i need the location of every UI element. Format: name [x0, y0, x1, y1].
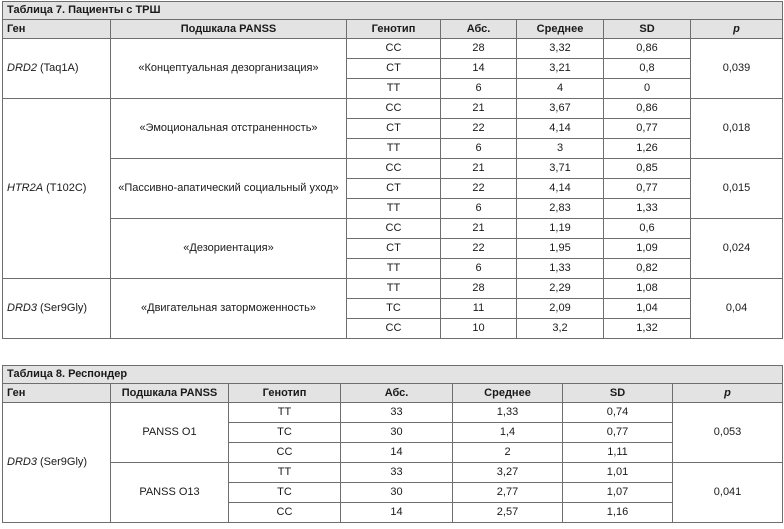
table-title: Таблица 8. Респондер — [3, 366, 783, 384]
sd-cell: 0,85 — [604, 159, 691, 179]
p-value-cell: 0,015 — [691, 159, 783, 219]
table-8-grid — [2, 365, 783, 523]
genotype-cell: CT — [347, 179, 441, 199]
gene-variant: (T102C) — [43, 182, 87, 194]
column-header-mean: Среднее — [517, 20, 604, 39]
p-value-cell: 0,04 — [691, 279, 783, 339]
mean-cell: 3,2 — [517, 319, 604, 339]
abs-cell: 22 — [441, 119, 517, 139]
mean-cell: 1,33 — [453, 403, 563, 423]
sd-cell: 1,32 — [604, 319, 691, 339]
genotype-cell: TT — [347, 199, 441, 219]
gene-cell — [3, 403, 111, 523]
sd-cell: 0,86 — [604, 39, 691, 59]
subscale-cell: «Дезориентация» — [111, 219, 347, 279]
table-7 — [2, 1, 782, 339]
mean-cell: 1,4 — [453, 423, 563, 443]
mean-cell: 3,71 — [517, 159, 604, 179]
column-header-sd: SD — [604, 20, 691, 39]
abs-cell: 6 — [441, 259, 517, 279]
abs-cell: 33 — [341, 463, 453, 483]
mean-cell: 1,19 — [517, 219, 604, 239]
sd-cell: 0,6 — [604, 219, 691, 239]
genotype-cell: TT — [347, 139, 441, 159]
sd-cell: 1,26 — [604, 139, 691, 159]
table-row — [3, 279, 783, 299]
gene-name: HTR2A — [7, 182, 44, 194]
abs-cell: 6 — [441, 79, 517, 99]
sd-cell: 1,01 — [563, 463, 673, 483]
sd-cell: 0,77 — [563, 423, 673, 443]
subscale-cell: «Пассивно-апатический социальный уход» — [111, 159, 347, 219]
mean-cell: 3,27 — [453, 463, 563, 483]
gene-cell — [3, 279, 111, 339]
subscale-cell: PANSS O1 — [111, 403, 229, 463]
mean-cell: 3 — [517, 139, 604, 159]
header-row — [3, 20, 783, 39]
sd-cell: 0 — [604, 79, 691, 99]
gene-variant: (Ser9Gly) — [36, 302, 88, 314]
abs-cell: 22 — [441, 239, 517, 259]
sd-cell: 1,33 — [604, 199, 691, 219]
sd-cell: 1,08 — [604, 279, 691, 299]
abs-cell: 10 — [441, 319, 517, 339]
mean-cell: 2 — [453, 443, 563, 463]
table-row — [3, 39, 783, 59]
mean-cell: 4 — [517, 79, 604, 99]
mean-cell: 3,21 — [517, 59, 604, 79]
subscale-cell: «Концептуальная дезорганизация» — [111, 39, 347, 99]
genotype-cell: CC — [347, 39, 441, 59]
gene-cell — [3, 99, 111, 279]
mean-cell: 4,14 — [517, 179, 604, 199]
genotype-cell: TC — [229, 423, 341, 443]
table-8 — [2, 365, 782, 523]
genotype-cell: CC — [347, 99, 441, 119]
abs-cell: 30 — [341, 423, 453, 443]
gene-name: DRD3 — [7, 302, 37, 314]
genotype-cell: CC — [229, 503, 341, 523]
genotype-cell: TT — [229, 463, 341, 483]
column-header-genotype: Генотип — [347, 20, 441, 39]
genotype-cell: TT — [229, 403, 341, 423]
genotype-cell: CC — [347, 159, 441, 179]
table-row — [3, 159, 783, 179]
column-header-p: p — [673, 384, 783, 403]
abs-cell: 6 — [441, 199, 517, 219]
column-header-gene: Ген — [3, 384, 111, 403]
mean-cell: 1,33 — [517, 259, 604, 279]
genotype-cell: TC — [347, 299, 441, 319]
abs-cell: 33 — [341, 403, 453, 423]
column-header-p: p — [691, 20, 783, 39]
genotype-cell: CT — [347, 59, 441, 79]
genotype-cell: CT — [347, 119, 441, 139]
p-value-cell: 0,018 — [691, 99, 783, 159]
table-title-row — [3, 366, 783, 384]
genotype-cell: TT — [347, 79, 441, 99]
genotype-cell: CC — [229, 443, 341, 463]
abs-cell: 14 — [341, 443, 453, 463]
column-header-subscale: Подшкала PANSS — [111, 20, 347, 39]
abs-cell: 21 — [441, 99, 517, 119]
mean-cell: 3,32 — [517, 39, 604, 59]
mean-cell: 2,29 — [517, 279, 604, 299]
table-row — [3, 99, 783, 119]
table-row — [3, 219, 783, 239]
sd-cell: 1,11 — [563, 443, 673, 463]
mean-cell: 4,14 — [517, 119, 604, 139]
sd-cell: 0,8 — [604, 59, 691, 79]
column-header-abs: Абс. — [341, 384, 453, 403]
table-title-row — [3, 2, 783, 20]
genotype-cell: CC — [347, 319, 441, 339]
sd-cell: 1,09 — [604, 239, 691, 259]
subscale-cell: «Двигательная заторможенность» — [111, 279, 347, 339]
p-value-cell: 0,053 — [673, 403, 783, 463]
sd-cell: 1,16 — [563, 503, 673, 523]
table-row — [3, 463, 783, 483]
sd-cell: 0,82 — [604, 259, 691, 279]
column-header-subscale: Подшкала PANSS — [111, 384, 229, 403]
abs-cell: 28 — [441, 39, 517, 59]
table-title: Таблица 7. Пациенты с ТРШ — [3, 2, 783, 20]
sd-cell: 1,07 — [563, 483, 673, 503]
mean-cell: 2,83 — [517, 199, 604, 219]
mean-cell: 2,77 — [453, 483, 563, 503]
column-header-mean: Среднее — [453, 384, 563, 403]
gene-variant: (Ser9Gly) — [36, 456, 88, 468]
abs-cell: 14 — [341, 503, 453, 523]
sd-cell: 1,04 — [604, 299, 691, 319]
column-header-abs: Абс. — [441, 20, 517, 39]
genotype-cell: CT — [347, 239, 441, 259]
p-value-cell: 0,041 — [673, 463, 783, 523]
sd-cell: 0,86 — [604, 99, 691, 119]
abs-cell: 11 — [441, 299, 517, 319]
abs-cell: 14 — [441, 59, 517, 79]
mean-cell: 2,09 — [517, 299, 604, 319]
column-header-genotype: Генотип — [229, 384, 341, 403]
abs-cell: 28 — [441, 279, 517, 299]
mean-cell: 3,67 — [517, 99, 604, 119]
genotype-cell: TT — [347, 259, 441, 279]
subscale-cell: «Эмоциональная отстраненность» — [111, 99, 347, 159]
genotype-cell: TC — [229, 483, 341, 503]
mean-cell: 1,95 — [517, 239, 604, 259]
table-7-grid — [2, 1, 783, 339]
genotype-cell: CC — [347, 219, 441, 239]
abs-cell: 6 — [441, 139, 517, 159]
genotype-cell: TT — [347, 279, 441, 299]
column-header-gene: Ген — [3, 20, 111, 39]
sd-cell: 0,77 — [604, 179, 691, 199]
gene-name: DRD2 — [7, 62, 37, 74]
column-header-sd: SD — [563, 384, 673, 403]
abs-cell: 30 — [341, 483, 453, 503]
table-row — [3, 403, 783, 423]
mean-cell: 2,57 — [453, 503, 563, 523]
header-row — [3, 384, 783, 403]
subscale-cell: PANSS O13 — [111, 463, 229, 523]
gene-cell — [3, 39, 111, 99]
sd-cell: 0,74 — [563, 403, 673, 423]
abs-cell: 21 — [441, 219, 517, 239]
abs-cell: 22 — [441, 179, 517, 199]
p-value-cell: 0,039 — [691, 39, 783, 99]
sd-cell: 0,77 — [604, 119, 691, 139]
gene-name: DRD3 — [7, 456, 37, 468]
gene-variant: (Taq1A) — [36, 62, 79, 74]
p-value-cell: 0,024 — [691, 219, 783, 279]
abs-cell: 21 — [441, 159, 517, 179]
